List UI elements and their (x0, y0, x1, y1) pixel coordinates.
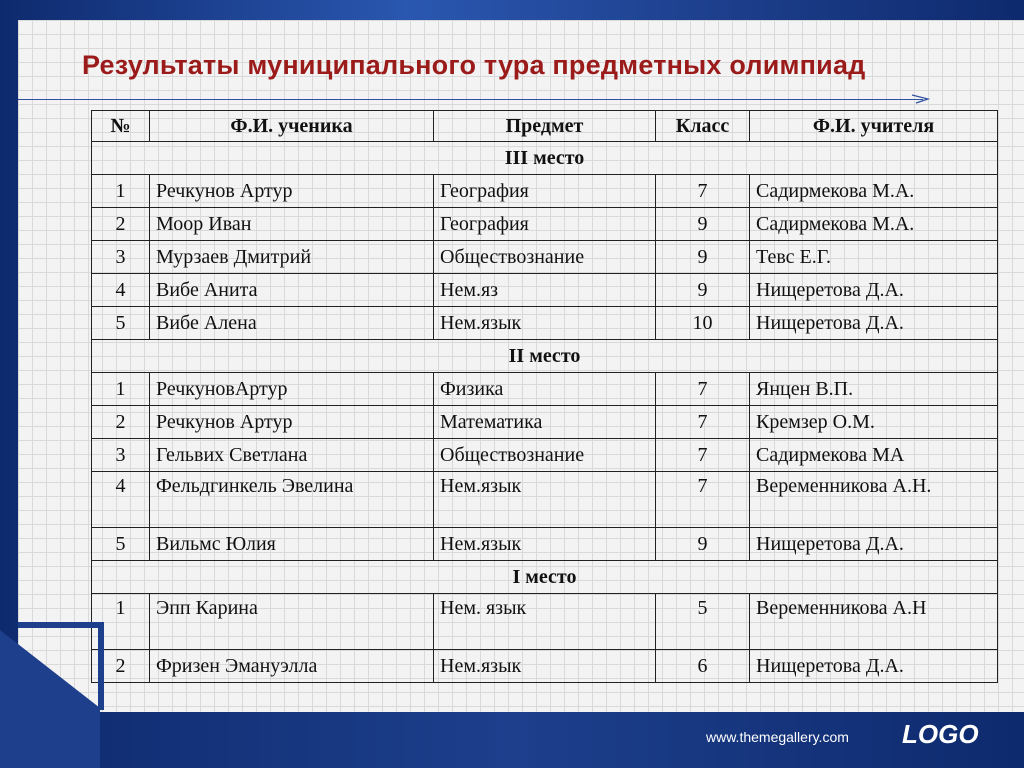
grade: 5 (656, 594, 750, 650)
decor-corner-triangle (0, 630, 100, 768)
grade: 9 (656, 208, 750, 241)
table-row (92, 208, 998, 241)
grade: 7 (656, 472, 750, 528)
teacher-name: Садирмекова М.А. (750, 175, 998, 208)
grade: 9 (656, 241, 750, 274)
teacher-name: Нищеретова Д.А. (750, 307, 998, 340)
grade: 7 (656, 373, 750, 406)
student-name: Гельвих Светлана (150, 439, 434, 472)
section-label: I место (92, 561, 998, 594)
header-number: № (92, 111, 150, 142)
grade: 7 (656, 175, 750, 208)
title-underline (18, 99, 923, 100)
header-student: Ф.И. ученика (150, 111, 434, 142)
row-number: 3 (92, 439, 150, 472)
subject: Нем.язык (434, 528, 656, 561)
table-row (92, 406, 998, 439)
grade: 6 (656, 650, 750, 683)
student-name: Фризен Эмануэлла (150, 650, 434, 683)
grade: 9 (656, 528, 750, 561)
footer-url: www.themegallery.com (706, 729, 849, 745)
table-row (92, 274, 998, 307)
student-name: Речкунов Артур (150, 406, 434, 439)
subject: Математика (434, 406, 656, 439)
teacher-name: Янцен В.П. (750, 373, 998, 406)
subject: Физика (434, 373, 656, 406)
table-row (92, 175, 998, 208)
grade: 7 (656, 406, 750, 439)
results-table (91, 110, 998, 683)
section-row-first-place (92, 561, 998, 594)
row-number: 4 (92, 274, 150, 307)
teacher-name: Тевс Е.Г. (750, 241, 998, 274)
slide-title: Результаты муниципального тура предметных олимпиад (82, 50, 866, 80)
header-teacher: Ф.И. учителя (750, 111, 998, 142)
subject: Обществознание (434, 439, 656, 472)
teacher-name: Нищеретова Д.А. (750, 274, 998, 307)
row-number: 1 (92, 373, 150, 406)
student-name: Моор Иван (150, 208, 434, 241)
subject: Нем.язык (434, 307, 656, 340)
row-number: 2 (92, 650, 150, 683)
teacher-name: Нищеретова Д.А. (750, 650, 998, 683)
underline-arrow-icon (912, 94, 930, 104)
section-row-second-place (92, 340, 998, 373)
table-row (92, 472, 998, 528)
row-number: 1 (92, 594, 150, 650)
teacher-name: Веременникова А.Н (750, 594, 998, 650)
subject: География (434, 175, 656, 208)
grade: 7 (656, 439, 750, 472)
section-label: III место (92, 142, 998, 175)
row-number: 1 (92, 175, 150, 208)
subject: Нем.язык (434, 472, 656, 528)
teacher-name: Садирмекова М.А. (750, 208, 998, 241)
teacher-name: Нищеретова Д.А. (750, 528, 998, 561)
header-grade: Класс (656, 111, 750, 142)
subject: География (434, 208, 656, 241)
row-number: 5 (92, 528, 150, 561)
table-row (92, 650, 998, 683)
section-row-third-place (92, 142, 998, 175)
decor-bracket-top (18, 622, 104, 628)
table-row (92, 528, 998, 561)
footer-bar (0, 712, 1024, 768)
section-label: II место (92, 340, 998, 373)
teacher-name: Веременникова А.Н. (750, 472, 998, 528)
grade: 10 (656, 307, 750, 340)
row-number: 2 (92, 208, 150, 241)
header-subject: Предмет (434, 111, 656, 142)
table-row (92, 241, 998, 274)
subject: Обществознание (434, 241, 656, 274)
student-name: Вибе Анита (150, 274, 434, 307)
student-name: Вильмс Юлия (150, 528, 434, 561)
row-number: 4 (92, 472, 150, 528)
teacher-name: Кремзер О.М. (750, 406, 998, 439)
student-name: Мурзаев Дмитрий (150, 241, 434, 274)
student-name: РечкуновАртур (150, 373, 434, 406)
grade: 9 (656, 274, 750, 307)
subject: Нем. язык (434, 594, 656, 650)
student-name: Вибе Алена (150, 307, 434, 340)
student-name: Речкунов Артур (150, 175, 434, 208)
row-number: 5 (92, 307, 150, 340)
student-name: Фельдгинкель Эвелина (150, 472, 434, 528)
table-header-row (92, 111, 998, 142)
row-number: 3 (92, 241, 150, 274)
footer-logo: LOGO (902, 719, 979, 749)
subject: Нем.язык (434, 650, 656, 683)
teacher-name: Садирмекова МА (750, 439, 998, 472)
table-row (92, 594, 998, 650)
table-row (92, 439, 998, 472)
table-row (92, 373, 998, 406)
student-name: Эпп Карина (150, 594, 434, 650)
table-row (92, 307, 998, 340)
subject: Нем.яз (434, 274, 656, 307)
row-number: 2 (92, 406, 150, 439)
